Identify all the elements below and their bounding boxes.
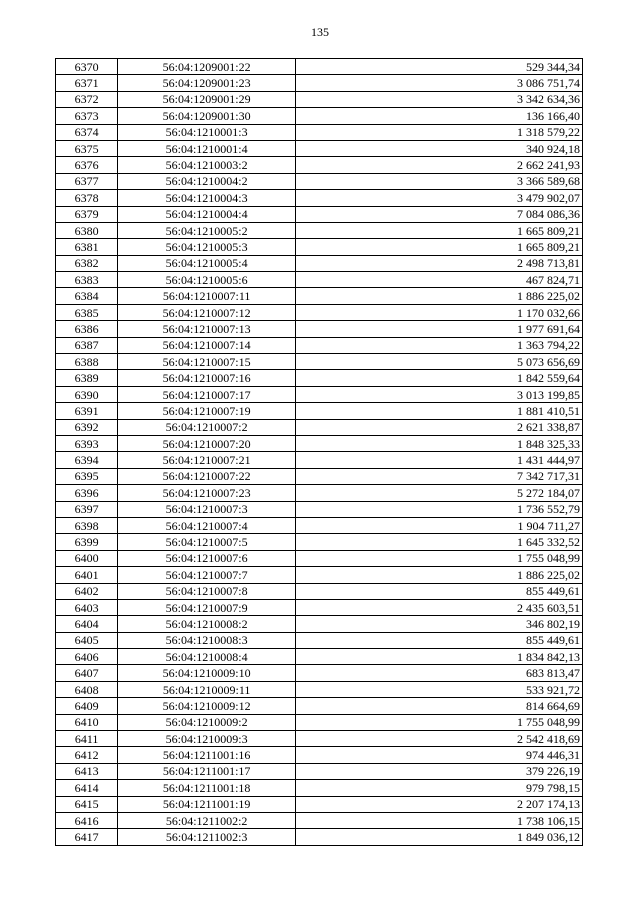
cadastral-value-cell: 1 849 036,12 <box>296 829 583 845</box>
cadastral-value-cell: 379 226,19 <box>296 763 583 779</box>
table-row <box>56 747 583 763</box>
table-row <box>56 599 583 615</box>
cadastral-number-cell: 56:04:1210007:6 <box>118 550 296 566</box>
row-number-cell: 6377 <box>56 173 118 189</box>
table-row <box>56 190 583 206</box>
row-number-cell: 6398 <box>56 517 118 533</box>
row-number-cell: 6383 <box>56 272 118 288</box>
page-number: 135 <box>311 25 329 39</box>
table-row <box>56 763 583 779</box>
cadastral-value-cell: 2 207 174,13 <box>296 796 583 812</box>
cadastral-value-cell: 1 665 809,21 <box>296 239 583 255</box>
cadastral-number-cell: 56:04:1210007:8 <box>118 583 296 599</box>
table-row <box>56 796 583 812</box>
table-row <box>56 354 583 370</box>
cadastral-value-cell: 3 342 634,36 <box>296 91 583 107</box>
cadastral-value-cell: 7 084 086,36 <box>296 206 583 222</box>
row-number-cell: 6390 <box>56 386 118 402</box>
table-row <box>56 321 583 337</box>
table-row <box>56 780 583 796</box>
row-number-cell: 6397 <box>56 501 118 517</box>
cadastral-value-cell: 1 886 225,02 <box>296 288 583 304</box>
cadastral-value-cell: 1 755 048,99 <box>296 550 583 566</box>
cadastral-value-cell: 1 904 711,27 <box>296 517 583 533</box>
cadastral-number-cell: 56:04:1210007:2 <box>118 419 296 435</box>
row-number-cell: 6404 <box>56 616 118 632</box>
cadastral-value-cell: 2 498 713,81 <box>296 255 583 271</box>
table-row <box>56 91 583 107</box>
cadastral-number-cell: 56:04:1210007:4 <box>118 517 296 533</box>
cadastral-value-cell: 1 736 552,79 <box>296 501 583 517</box>
cadastral-value-cell: 1 755 048,99 <box>296 714 583 730</box>
row-number-cell: 6415 <box>56 796 118 812</box>
cadastral-number-cell: 56:04:1209001:22 <box>118 59 296 75</box>
table-row <box>56 485 583 501</box>
cadastral-number-cell: 56:04:1210004:2 <box>118 173 296 189</box>
row-number-cell: 6416 <box>56 812 118 828</box>
row-number-cell: 6393 <box>56 435 118 451</box>
cadastral-value-cell: 1 881 410,51 <box>296 403 583 419</box>
cadastral-value-cell: 3 479 902,07 <box>296 190 583 206</box>
cadastral-value-cell: 1 318 579,22 <box>296 124 583 140</box>
row-number-cell: 6373 <box>56 108 118 124</box>
cadastral-number-cell: 56:04:1210009:10 <box>118 665 296 681</box>
row-number-cell: 6402 <box>56 583 118 599</box>
cadastral-value-cell: 1 170 032,66 <box>296 304 583 320</box>
row-number-cell: 6380 <box>56 222 118 238</box>
table-row <box>56 255 583 271</box>
cadastral-value-cell: 1 842 559,64 <box>296 370 583 386</box>
row-number-cell: 6417 <box>56 829 118 845</box>
row-number-cell: 6411 <box>56 731 118 747</box>
cadastral-value-cell: 1 363 794,22 <box>296 337 583 353</box>
cadastral-number-cell: 56:04:1210005:3 <box>118 239 296 255</box>
cadastral-number-cell: 56:04:1210007:21 <box>118 452 296 468</box>
table-row <box>56 567 583 583</box>
cadastral-value-cell: 3 013 199,85 <box>296 386 583 402</box>
row-number-cell: 6388 <box>56 354 118 370</box>
cadastral-value-cell: 3 086 751,74 <box>296 75 583 91</box>
row-number-cell: 6391 <box>56 403 118 419</box>
row-number-cell: 6403 <box>56 599 118 615</box>
table-row <box>56 649 583 665</box>
cadastral-number-cell: 56:04:1210005:2 <box>118 222 296 238</box>
cadastral-number-cell: 56:04:1210001:3 <box>118 124 296 140</box>
cadastral-value-cell: 467 824,71 <box>296 272 583 288</box>
cadastral-value-cell: 855 449,61 <box>296 632 583 648</box>
table-row <box>56 108 583 124</box>
row-number-cell: 6401 <box>56 567 118 583</box>
cadastral-number-cell: 56:04:1209001:29 <box>118 91 296 107</box>
row-number-cell: 6382 <box>56 255 118 271</box>
table-row <box>56 681 583 697</box>
cadastral-number-cell: 56:04:1210004:3 <box>118 190 296 206</box>
cadastral-number-cell: 56:04:1209001:23 <box>118 75 296 91</box>
row-number-cell: 6407 <box>56 665 118 681</box>
row-number-cell: 6406 <box>56 649 118 665</box>
row-number-cell: 6396 <box>56 485 118 501</box>
row-number-cell: 6410 <box>56 714 118 730</box>
cadastral-value-cell: 529 344,34 <box>296 59 583 75</box>
cadastral-number-cell: 56:04:1210008:4 <box>118 649 296 665</box>
row-number-cell: 6405 <box>56 632 118 648</box>
cadastral-number-cell: 56:04:1210007:5 <box>118 534 296 550</box>
row-number-cell: 6392 <box>56 419 118 435</box>
cadastral-number-cell: 56:04:1211002:3 <box>118 829 296 845</box>
row-number-cell: 6412 <box>56 747 118 763</box>
row-number-cell: 6400 <box>56 550 118 566</box>
table-row <box>56 419 583 435</box>
cadastral-number-cell: 56:04:1210008:2 <box>118 616 296 632</box>
table-row <box>56 665 583 681</box>
cadastral-value-cell: 533 921,72 <box>296 681 583 697</box>
table-row <box>56 517 583 533</box>
table-row <box>56 812 583 828</box>
table-row <box>56 632 583 648</box>
cadastral-number-cell: 56:04:1210007:11 <box>118 288 296 304</box>
cadastral-number-cell: 56:04:1210007:3 <box>118 501 296 517</box>
table-row <box>56 239 583 255</box>
cadastral-number-cell: 56:04:1210007:9 <box>118 599 296 615</box>
row-number-cell: 6372 <box>56 91 118 107</box>
cadastral-value-cell: 1 848 325,33 <box>296 435 583 451</box>
table-row <box>56 698 583 714</box>
table-row <box>56 222 583 238</box>
cadastral-number-cell: 56:04:1210007:20 <box>118 435 296 451</box>
table-row <box>56 403 583 419</box>
cadastral-value-cell: 974 446,31 <box>296 747 583 763</box>
cadastral-value-cell: 1 645 332,52 <box>296 534 583 550</box>
cadastral-value-cell: 5 272 184,07 <box>296 485 583 501</box>
table-row <box>56 288 583 304</box>
cadastral-value-cell: 5 073 656,69 <box>296 354 583 370</box>
cadastral-number-cell: 56:04:1211002:2 <box>118 812 296 828</box>
table-row <box>56 304 583 320</box>
cadastral-number-cell: 56:04:1210007:23 <box>118 485 296 501</box>
row-number-cell: 6378 <box>56 190 118 206</box>
row-number-cell: 6374 <box>56 124 118 140</box>
row-number-cell: 6395 <box>56 468 118 484</box>
row-number-cell: 6387 <box>56 337 118 353</box>
row-number-cell: 6385 <box>56 304 118 320</box>
cadastral-number-cell: 56:04:1211001:19 <box>118 796 296 812</box>
cadastral-number-cell: 56:04:1210009:3 <box>118 731 296 747</box>
row-number-cell: 6394 <box>56 452 118 468</box>
cadastral-number-cell: 56:04:1210007:19 <box>118 403 296 419</box>
cadastral-value-cell: 2 621 338,87 <box>296 419 583 435</box>
table-row <box>56 370 583 386</box>
cadastral-number-cell: 56:04:1211001:16 <box>118 747 296 763</box>
cadastral-value-cell: 340 924,18 <box>296 140 583 156</box>
cadastral-number-cell: 56:04:1210007:15 <box>118 354 296 370</box>
cadastral-number-cell: 56:04:1210009:12 <box>118 698 296 714</box>
cadastral-number-cell: 56:04:1210007:14 <box>118 337 296 353</box>
row-number-cell: 6389 <box>56 370 118 386</box>
table-row <box>56 337 583 353</box>
table-row <box>56 616 583 632</box>
cadastral-number-cell: 56:04:1210007:16 <box>118 370 296 386</box>
cadastral-value-cell: 683 813,47 <box>296 665 583 681</box>
cadastral-number-cell: 56:04:1210003:2 <box>118 157 296 173</box>
table-row <box>56 714 583 730</box>
cadastral-number-cell: 56:04:1210001:4 <box>118 140 296 156</box>
table-row <box>56 829 583 845</box>
cadastral-value-cell: 1 431 444,97 <box>296 452 583 468</box>
cadastral-number-cell: 56:04:1210007:22 <box>118 468 296 484</box>
row-number-cell: 6375 <box>56 140 118 156</box>
table-row <box>56 206 583 222</box>
row-number-cell: 6409 <box>56 698 118 714</box>
cadastral-value-cell: 1 665 809,21 <box>296 222 583 238</box>
row-number-cell: 6370 <box>56 59 118 75</box>
cadastral-value-cell: 7 342 717,31 <box>296 468 583 484</box>
cadastral-value-cell: 1 886 225,02 <box>296 567 583 583</box>
cadastral-number-cell: 56:04:1210007:7 <box>118 567 296 583</box>
cadastral-value-cell: 814 664,69 <box>296 698 583 714</box>
cadastral-value-cell: 1 738 106,15 <box>296 812 583 828</box>
row-number-cell: 6381 <box>56 239 118 255</box>
cadastral-number-cell: 56:04:1210009:11 <box>118 681 296 697</box>
cadastral-value-cell: 3 366 589,68 <box>296 173 583 189</box>
cadastral-value-cell: 2 542 418,69 <box>296 731 583 747</box>
cadastral-value-cell: 1 977 691,64 <box>296 321 583 337</box>
cadastral-value-table <box>55 58 583 846</box>
row-number-cell: 6399 <box>56 534 118 550</box>
row-number-cell: 6414 <box>56 780 118 796</box>
table-row <box>56 452 583 468</box>
cadastral-number-cell: 56:04:1210007:17 <box>118 386 296 402</box>
cadastral-value-cell: 855 449,61 <box>296 583 583 599</box>
cadastral-number-cell: 56:04:1210009:2 <box>118 714 296 730</box>
table-body <box>56 59 583 846</box>
cadastral-value-cell: 346 802,19 <box>296 616 583 632</box>
cadastral-number-cell: 56:04:1210007:13 <box>118 321 296 337</box>
cadastral-number-cell: 56:04:1211001:18 <box>118 780 296 796</box>
cadastral-number-cell: 56:04:1210005:4 <box>118 255 296 271</box>
row-number-cell: 6384 <box>56 288 118 304</box>
cadastral-value-cell: 2 435 603,51 <box>296 599 583 615</box>
cadastral-number-cell: 56:04:1209001:30 <box>118 108 296 124</box>
table-row <box>56 157 583 173</box>
table-row <box>56 173 583 189</box>
row-number-cell: 6379 <box>56 206 118 222</box>
table-row <box>56 272 583 288</box>
row-number-cell: 6386 <box>56 321 118 337</box>
table-row <box>56 75 583 91</box>
table-row <box>56 583 583 599</box>
table-row <box>56 534 583 550</box>
cadastral-value-cell: 979 798,15 <box>296 780 583 796</box>
row-number-cell: 6376 <box>56 157 118 173</box>
table-row <box>56 124 583 140</box>
table-row <box>56 731 583 747</box>
table-row <box>56 468 583 484</box>
cadastral-value-cell: 1 834 842,13 <box>296 649 583 665</box>
table-row <box>56 550 583 566</box>
row-number-cell: 6371 <box>56 75 118 91</box>
cadastral-value-cell: 136 166,40 <box>296 108 583 124</box>
table-row <box>56 59 583 75</box>
cadastral-number-cell: 56:04:1210005:6 <box>118 272 296 288</box>
cadastral-number-cell: 56:04:1210004:4 <box>118 206 296 222</box>
table-row <box>56 435 583 451</box>
cadastral-number-cell: 56:04:1210007:12 <box>118 304 296 320</box>
cadastral-number-cell: 56:04:1210008:3 <box>118 632 296 648</box>
table-row <box>56 386 583 402</box>
table-row <box>56 501 583 517</box>
row-number-cell: 6413 <box>56 763 118 779</box>
table-row <box>56 140 583 156</box>
cadastral-number-cell: 56:04:1211001:17 <box>118 763 296 779</box>
cadastral-value-cell: 2 662 241,93 <box>296 157 583 173</box>
row-number-cell: 6408 <box>56 681 118 697</box>
